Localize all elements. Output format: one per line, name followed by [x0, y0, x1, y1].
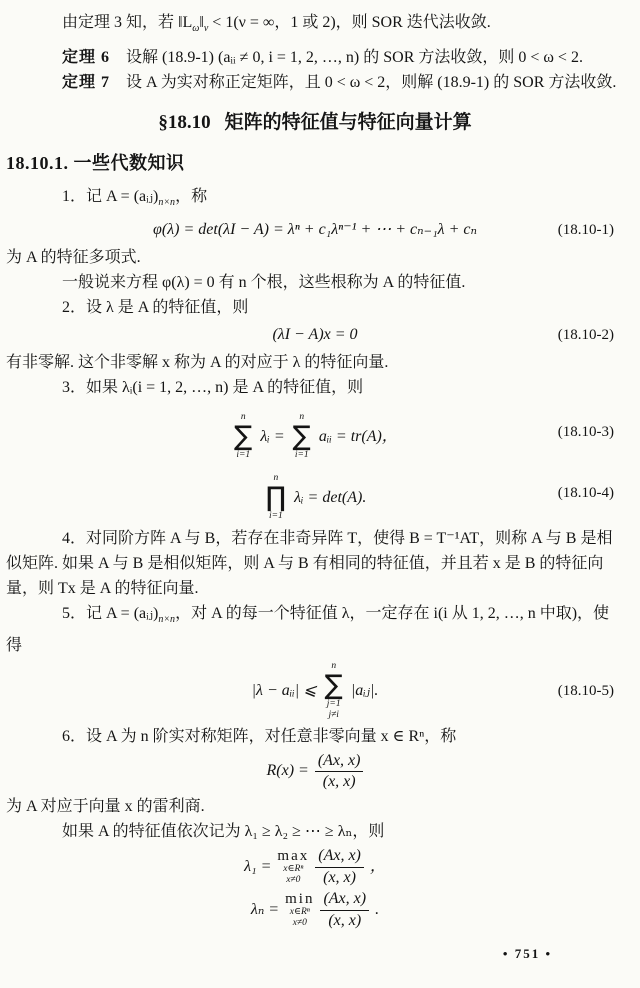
norm-omega-subscript: ω — [192, 23, 200, 35]
char-poly-caption: 为 A 的特征多项式. — [6, 249, 141, 267]
equation-number-18-10-3: (18.10-3) — [557, 424, 614, 441]
rayleigh-quotient-equation — [6, 752, 624, 792]
equation-number-18-10-5: (18.10-5) — [557, 682, 614, 699]
equation-18-10-2 — [6, 323, 624, 347]
max-fraction — [315, 847, 364, 887]
section-number: §18.10 — [158, 112, 211, 134]
sum-lower-limit-2: j≠i — [328, 709, 339, 720]
sum-operator — [293, 412, 311, 461]
list-item-6: 6．设 A 为 n 阶实对称矩阵，对任意非零向量 x ∈ Rⁿ，称 — [62, 727, 457, 745]
fraction-numerator: (Ax, x) — [315, 752, 364, 772]
rayleigh-caption: 为 A 对应于向量 x 的雷利商. — [6, 798, 205, 816]
lambda-max-equation — [6, 847, 624, 887]
equation-18-10-4 — [6, 464, 624, 522]
page-number: • 751 • — [502, 946, 552, 961]
section-title: 矩阵的特征值与特征向量计算 — [224, 112, 472, 134]
equation-18-10-5 — [6, 661, 624, 721]
matrix-dimension-subscript: n×n — [158, 614, 176, 626]
equation-number-18-10-1: (18.10-1) — [557, 222, 614, 239]
trailing-comma: ， — [369, 858, 386, 876]
min-condition-1: x∈Rⁿ — [289, 906, 310, 917]
subsection-heading: 18.10.1. 一些代数知识 — [6, 153, 185, 174]
matrix-dimension-subscript: n×n — [158, 197, 176, 209]
sigma-icon: ∑ — [234, 421, 253, 453]
equation-number-18-10-2: (18.10-2) — [557, 327, 614, 344]
intro-text-pre: 由定理 3 知，若 ‖L — [62, 14, 193, 31]
item-1-text-post: ，称 — [175, 188, 208, 206]
fraction-numerator: (Ax, x) — [320, 890, 369, 910]
max-condition-2: x≠0 — [286, 874, 301, 885]
product-operator — [266, 473, 286, 522]
trailing-period: . — [375, 901, 380, 919]
list-item-4: 4．对同阶方阵 A 与 B，若存在非奇异阵 T，使得 B = T⁻¹AT，则称 A 与 B 是相似矩阵. 如果 A 与 B 是相似矩阵，则 A 与 B 有相同的特征值，并且若 x 是 B 的特征向量，则 Tx 是 A 的特征向量. — [6, 530, 613, 598]
gershgorin-rhs: |aᵢⱼ|. — [350, 681, 379, 699]
list-item-1 — [6, 184, 624, 215]
item-5-text-post: ，对 A 的每一个特征值 λ，一定存在 i(i 从 1, 2, …, n 中取)，使得 — [6, 605, 610, 654]
theorem-7 — [6, 70, 624, 95]
pi-icon: ∏ — [265, 482, 287, 514]
sum-operator — [325, 661, 343, 721]
theorem-7-body: 设 A 为实对称正定矩阵，且 0 < ω < 2，则解 (18.9-1) 的 SOR 方法收敛. — [110, 74, 617, 92]
max-label: max — [277, 847, 310, 864]
lambda-1-lhs: λ₁ = — [244, 858, 272, 876]
min-operator — [285, 892, 314, 929]
equation-number-18-10-4: (18.10-4) — [557, 485, 614, 502]
sum-lower-limit-1: j=1 — [326, 698, 341, 709]
gershgorin-lhs: |λ − aᵢᵢ| ⩽ — [251, 681, 317, 699]
trace-formula-rest: aᵢᵢ = tr(A)， — [318, 427, 398, 445]
intro-text-post: < 1(ν = ∞，1 或 2)，则 SOR 迭代法收敛. — [208, 14, 491, 31]
intro-text-mid: ‖ — [199, 14, 204, 31]
section-heading — [6, 110, 624, 136]
fraction-denominator: (x, x) — [323, 868, 356, 886]
list-item-2: 2．设 λ 是 A 的特征值，则 — [62, 299, 249, 317]
sigma-icon: ∑ — [324, 669, 343, 701]
list-item-5 — [6, 601, 624, 657]
max-operator — [277, 849, 309, 886]
theorem-6-label: 定理 6 — [62, 49, 111, 67]
fraction-denominator: (x, x) — [322, 772, 356, 790]
norm-nu-subscript: ν — [203, 23, 209, 35]
rayleigh-lhs: R(x) = — [266, 762, 309, 780]
theorem-6 — [6, 45, 624, 70]
equation-18-10-1 — [6, 218, 624, 242]
fraction-denominator: (x, x) — [328, 911, 362, 929]
equation-18-10-3 — [6, 403, 624, 461]
roots-paragraph: 一般说来方程 φ(λ) = 0 有 n 个根，这些根称为 A 的特征值. — [62, 274, 466, 292]
sum-operator — [234, 412, 252, 461]
lambda-min-equation — [6, 890, 624, 930]
trace-formula-mid: λᵢ = — [260, 427, 285, 445]
sum-lower-limit: i=1 — [236, 450, 251, 461]
intro-paragraph — [6, 10, 624, 41]
item-5-text: 5．记 A = (aᵢⱼ) — [62, 605, 159, 623]
list-item-3: 3．如果 λᵢ(i = 1, 2, …, n) 是 A 的特征值，则 — [62, 379, 364, 397]
sum-upper-limit: n — [299, 412, 305, 423]
eigen-equation-formula: (λI − A)x = 0 — [272, 326, 358, 344]
lambda-n-lhs: λₙ = — [250, 901, 280, 919]
product-lower-limit: i=1 — [268, 511, 283, 522]
min-label: min — [285, 890, 315, 907]
min-condition-2: x≠0 — [292, 917, 307, 928]
nonzero-solution-paragraph: 有非零解. 这个非零解 x 称为 A 的对应于 λ 的特征向量. — [6, 354, 389, 372]
item-1-text: 1．记 A = (aᵢⱼ) — [62, 188, 159, 206]
min-fraction — [320, 890, 369, 930]
theorem-7-label: 定理 7 — [62, 74, 111, 92]
fraction-numerator: (Ax, x) — [315, 847, 364, 867]
max-condition-1: x∈Rⁿ — [283, 863, 304, 874]
characteristic-polynomial-formula: φ(λ) = det(λI − A) = λⁿ + c₁λⁿ⁻¹ + ⋯ + cₙ₋₁λ + cₙ — [153, 221, 477, 239]
product-upper-limit: n — [273, 473, 279, 484]
sum-upper-limit: n — [331, 660, 337, 671]
sigma-icon: ∑ — [292, 421, 311, 453]
eigenvalue-order-paragraph: 如果 A 的特征值依次记为 λ₁ ≥ λ₂ ≥ ⋯ ≥ λₙ，则 — [62, 823, 385, 841]
theorem-6-body: 设解 (18.9-1) (aᵢᵢ ≠ 0, i = 1, 2, …, n) 的 SOR 方法收敛，则 0 < ω < 2. — [110, 49, 583, 67]
sum-lower-limit: i=1 — [294, 450, 309, 461]
sum-upper-limit: n — [240, 412, 246, 423]
rayleigh-fraction — [315, 752, 364, 792]
determinant-formula-rest: λᵢ = det(A). — [294, 488, 367, 506]
